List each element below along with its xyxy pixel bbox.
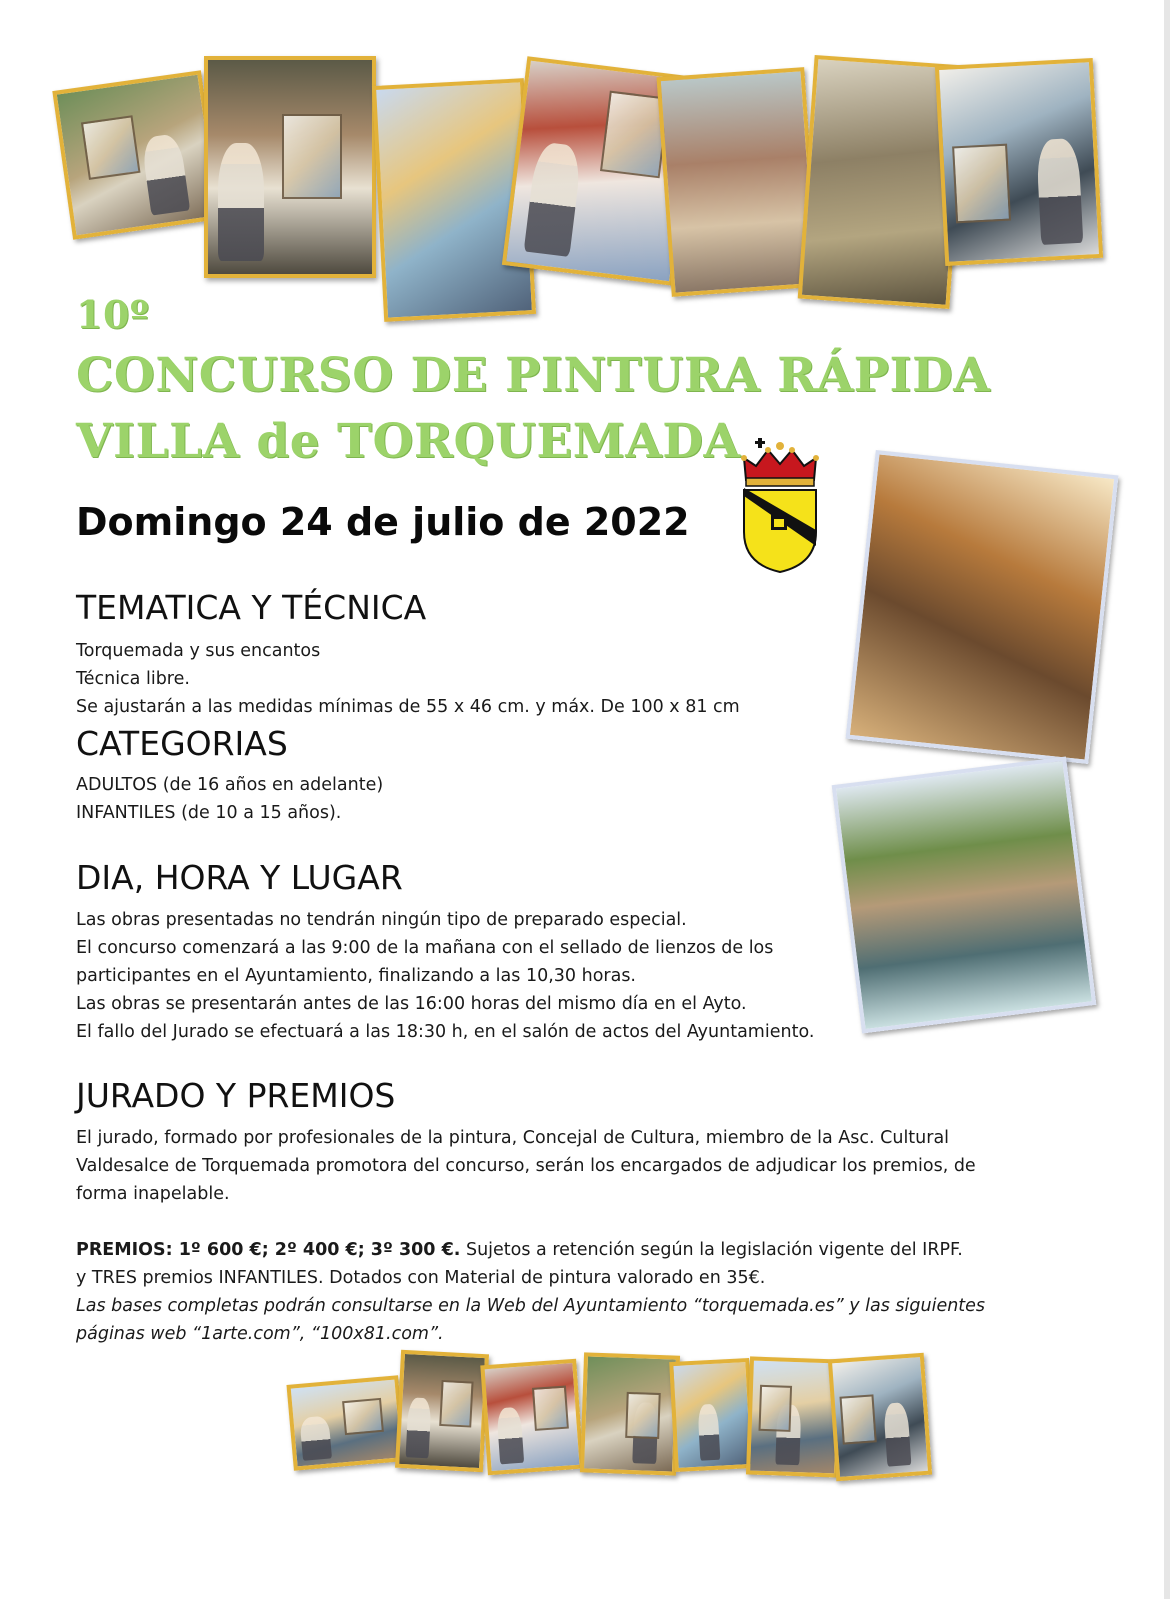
text-line: El jurado, formado por profesionales de la pintura, Concejal de Cultura, miembro de la Asc. Cultural: [76, 1128, 950, 1148]
text-line: ADULTOS (de 16 años en adelante): [76, 775, 384, 795]
contest-title: CONCURSO DE PINTURA RÁPIDA: [76, 348, 991, 403]
page-edge: [1164, 0, 1170, 1599]
text-line: INFANTILES (de 10 a 15 años).: [76, 803, 342, 823]
event-date: Domingo 24 de julio de 2022: [76, 500, 690, 544]
coat-of-arms-icon: [738, 436, 822, 574]
painting-river-bridge: [832, 757, 1097, 1034]
text-line: Las obras se presentarán antes de las 16:00 horas del mismo día en el Ayto.: [76, 994, 747, 1014]
text-line: participantes en el Ayuntamiento, finalizando a las 10,30 horas.: [76, 966, 636, 986]
text-line: Valdesalce de Torquemada promotora del concurso, serán los encargados de adjudicar los premios, de: [76, 1156, 976, 1176]
photo-bottom-1: [286, 1375, 405, 1470]
text-line: Se ajustarán a las medidas mínimas de 55 x 46 cm. y máx. De 100 x 81 cm: [76, 697, 740, 717]
prizes-line: [76, 1236, 1066, 1264]
photo-bottom-3: [480, 1359, 583, 1475]
section-title-categorias: CATEGORIAS: [76, 724, 288, 763]
photo-painter-white-cap: [935, 58, 1103, 266]
prizes-note: Sujetos a retención según la legislación vigente del IRPF.: [460, 1240, 963, 1260]
photo-bottom-4: [580, 1352, 680, 1475]
section-title-dia: DIA, HORA Y LUGAR: [76, 858, 403, 897]
photo-bottom-2: [395, 1350, 489, 1472]
prizes-block: [76, 1236, 1066, 1348]
text-line: Las obras presentadas no tendrán ningún tipo de preparado especial.: [76, 910, 687, 930]
section-body-jurado: [76, 1124, 1066, 1208]
photo-bottom-5: [669, 1358, 755, 1472]
contest-subtitle: VILLA de TORQUEMADA: [76, 414, 741, 469]
edition-number: 10º: [76, 292, 150, 337]
bases-info-line2: páginas web “1arte.com”, “100x81.com”.: [76, 1324, 444, 1344]
painting-street-sunset: [846, 450, 1119, 764]
section-title-tematica: TEMATICA Y TÉCNICA: [76, 588, 427, 627]
text-line: Torquemada y sus encantos: [76, 641, 321, 661]
photo-painter-hat: [204, 56, 376, 278]
section-title-jurado: JURADO Y PREMIOS: [76, 1076, 396, 1115]
text-line: El fallo del Jurado se efectuará a las 18:30 h, en el salón de actos del Ayuntamiento.: [76, 1022, 815, 1042]
text-line: El concurso comenzará a las 9:00 de la mañana con el sellado de lienzos de los: [76, 938, 774, 958]
text-line: Técnica libre.: [76, 669, 190, 689]
photo-bottom-6: [746, 1356, 842, 1477]
bases-info-line1: Las bases completas podrán consultarse en la Web del Ayuntamiento “torquemada.es” y las siguientes: [76, 1296, 986, 1316]
text-line: forma inapelable.: [76, 1184, 230, 1204]
infantiles-prizes: y TRES premios INFANTILES. Dotados con Material de pintura valorado en 35€.: [76, 1268, 766, 1288]
photo-church-painting: [657, 67, 820, 297]
photo-bottom-7: [828, 1353, 932, 1481]
photo-painter-garden: [52, 70, 221, 239]
prizes-amounts: PREMIOS: 1º 600 €; 2º 400 €; 3º 300 €.: [76, 1240, 461, 1260]
